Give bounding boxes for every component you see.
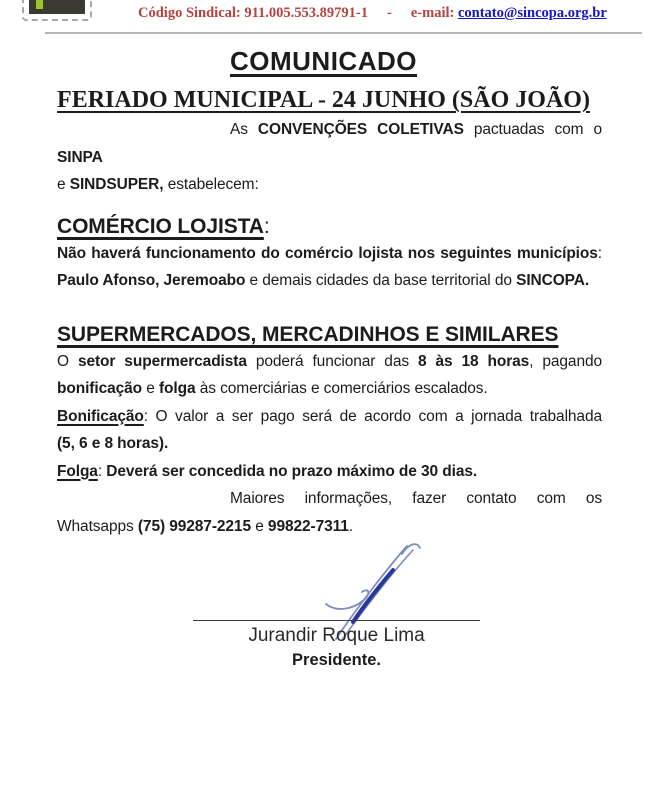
- super-text: às comerciárias e comerciários escalados.: [195, 380, 488, 397]
- folga-term: Folga: [57, 462, 98, 480]
- comercio-text: e demais cidades da base territorial do: [245, 272, 517, 289]
- supermercados-line-2: [57, 375, 602, 403]
- divider-line: [45, 32, 642, 34]
- whatsapp-label: Whatsapps: [57, 517, 138, 535]
- horas-text: (5, 6 e 8 horas).: [57, 435, 169, 452]
- contato-line-1: Maiores informações, fazer contato com os: [230, 490, 602, 507]
- intro-text: As: [230, 121, 258, 138]
- bonificacao-term: Bonificação: [57, 407, 144, 425]
- phone-number-2: 99822-7311: [267, 517, 349, 535]
- conv-coletivas-text: CONVENÇÕES COLETIVAS: [257, 121, 464, 138]
- comercio-line-2: [57, 267, 602, 295]
- super-text: poderá funcionar das: [246, 352, 418, 370]
- separator-dash: -: [387, 5, 392, 21]
- stamp-inner: [29, 0, 85, 14]
- bonificacao-text: : O valor a ser pago será de acordo com a jornada trabalhada: [143, 407, 602, 425]
- email-label: e-mail:: [410, 5, 455, 21]
- bonificacao-line-2: [57, 430, 602, 458]
- intro-text: pactuadas com o: [463, 121, 602, 138]
- heading-text: COMÉRCIO LOJISTA: [57, 214, 264, 238]
- folga-line: [57, 458, 602, 486]
- intro-line-2: [57, 171, 602, 199]
- section-heading-supermercados: SUPERMERCADOS, MERCADINHOS E SIMILARES: [57, 322, 559, 346]
- phone-number-1: (75) 99287-2215: [137, 517, 251, 535]
- horario-text: 8 às 18 horas: [417, 352, 530, 370]
- bonificacao-line-1: [57, 403, 602, 431]
- supermercados-line-1: [57, 348, 602, 376]
- letterhead-text: [138, 5, 607, 22]
- page-subtitle: FERIADO MUNICIPAL - 24 JUNHO (SÃO JOÃO): [57, 87, 590, 113]
- heading-colon: :: [263, 214, 270, 238]
- comercio-line-1: [57, 240, 602, 268]
- contato-line-2: [57, 513, 602, 541]
- sindsuper-text: SINDSUPER,: [69, 176, 164, 193]
- intro-text: estabelecem:: [163, 176, 259, 193]
- folga-word: folga: [158, 380, 196, 397]
- super-text: , pagando: [529, 352, 603, 370]
- contato-text: e: [250, 517, 268, 535]
- sinpa-text: SINPA: [57, 148, 103, 166]
- email-link[interactable]: contato@sincopa.org.br: [457, 5, 607, 21]
- signature-block: [0, 540, 647, 695]
- signatory-role: Presidente.: [292, 651, 381, 669]
- document-body: [0, 116, 647, 540]
- cities-text: Paulo Afonso, Jeremoabo: [57, 272, 246, 289]
- stamp-logo-icon: [22, 0, 92, 21]
- page-title: COMUNICADO: [230, 46, 417, 76]
- sincopa-text: SINCOPA.: [516, 272, 590, 289]
- signatory-name: Jurandir Roque Lima: [248, 625, 425, 646]
- bonificacao-word: bonificação: [57, 380, 143, 397]
- comercio-text: Não haverá funcionamento do comércio lojista nos seguintes municípios: [57, 244, 598, 262]
- folga-colon: :: [97, 462, 107, 480]
- signature-line: [193, 620, 480, 621]
- intro-line-1: [57, 116, 602, 171]
- letterhead: [0, 0, 647, 30]
- stamp-green-bar: [36, 0, 43, 9]
- comercio-colon: :: [597, 244, 602, 262]
- super-text: e: [142, 380, 159, 397]
- super-text: O: [57, 352, 78, 370]
- setor-text: setor supermercadista: [77, 352, 247, 370]
- contato-text: .: [348, 517, 354, 535]
- folga-text: Deverá ser concedida no prazo máximo de 30 dias.: [106, 462, 478, 480]
- intro-text: e: [57, 176, 70, 193]
- section-heading-comercio: [57, 213, 602, 240]
- codigo-sindical-text: Código Sindical: 911.005.553.89791-1: [138, 5, 369, 21]
